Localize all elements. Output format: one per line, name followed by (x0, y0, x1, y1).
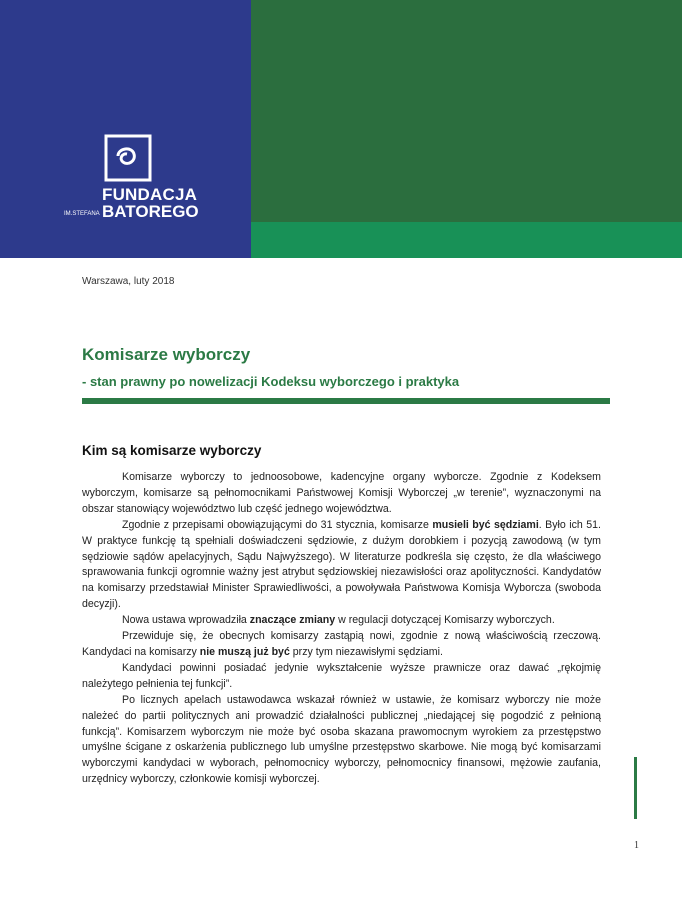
paragraph-2 (82, 518, 601, 613)
header-green-stripe (251, 222, 682, 258)
paragraph-3 (82, 613, 601, 629)
header-green-panel (251, 0, 682, 222)
section-heading: Kim są komisarze wyborczy (82, 443, 262, 458)
paragraph-2-emphasis: musieli być sędziami (432, 518, 539, 531)
paragraph-4-emphasis: nie muszą już być (199, 645, 290, 658)
logo-text-batorego: BATOREGO (102, 202, 199, 221)
foundation-logo (60, 130, 199, 230)
paragraph-6: Po licznych apelach ustawodawca wskazał również w ustawie, że komisarz wyborczy nie może należeć do partii politycznych ani prowadzić działalności publicznej „niedającej się pogodzić z pełnioną funkcją”. Komisarzem wyborczym nie może być osoba skazana prawomocnym wyrokiem za przestępstwo umyślne ścigane z oskarżenia publicznego lub umyślne przestępstwo skarbowe. Nie mogą być komisarzami wyborczymi kandydaci w wyborach, pełnomocnicy wyborczy, pełnomocnicy finansowi, mężowie zaufania, urzędnicy wyborczy, członkowie komisji wyborczej. (82, 693, 601, 786)
logo-text-im-stefana: IM.STEFANA (64, 211, 100, 217)
document-date: Warszawa, luty 2018 (82, 276, 175, 287)
paragraph-4-text-c: przy tym niezawisłymi sędziami. (289, 645, 443, 658)
paragraph-4 (82, 629, 601, 661)
margin-marker (634, 757, 637, 819)
body-text (82, 470, 601, 788)
logo-mark-icon (104, 134, 152, 182)
paragraph-3-text-a: Nowa ustawa wprowadziła (122, 614, 250, 627)
title-divider (82, 398, 610, 404)
paragraph-2-text-c: . Było ich 51. W praktyce funkcję tą spełniali doświadczeni sędziowie, z dużym dorobkiem i pozycją zawodową (w tym sędziowie sądów apelacyjnych, Sądu Najwyższego). W literaturze podkreśla się często, że dla właściwego sprawowania funkcji ogromnie ważny jest atrybut sędziowskiej niezawisłości oraz apolityczności. Kandydatów na komisarzy przedstawiał Minister Sprawiedliwości, a powoływała Państwowa Komisja Wyborcza (swoboda decyzji). (82, 518, 601, 611)
document-subtitle: - stan prawny po nowelizacji Kodeksu wyborczego i praktyka (82, 374, 460, 389)
paragraph-4-text-a: Przewiduje się, że obecnych komisarzy zastąpią nowi, zgodnie z nową właściwością rzeczową. Kandydaci na komisarzy (82, 630, 601, 658)
paragraph-1: Komisarze wyborczy to jednoosobowe, kadencyjne organy wyborcze. Zgodnie z Kodeksem wyborczym, komisarze są pełnomocnikami Państwowej Komisji Wyborczej „w terenie”, wyznaczonymi na obszar stanowiący województwo lub część jednego województwa. (82, 471, 601, 515)
paragraph-3-text-c: w regulacji dotyczącej Komisarzy wyborczych. (335, 614, 555, 627)
paragraph-2-text-a: Zgodnie z przepisami obowiązującymi do 31 stycznia, komisarze (122, 518, 433, 531)
page-number: 1 (634, 840, 639, 851)
paragraph-5: Kandydaci powinni posiadać jedynie wykształcenie wyższe prawnicze oraz dawać „rękojmię należytego pełnienia tej funkcji”. (82, 661, 601, 690)
paragraph-3-emphasis: znaczące zmiany (249, 614, 336, 627)
document-title: Komisarze wyborczy (82, 345, 251, 364)
logo-text-fundacja: FUNDACJA (102, 185, 198, 204)
